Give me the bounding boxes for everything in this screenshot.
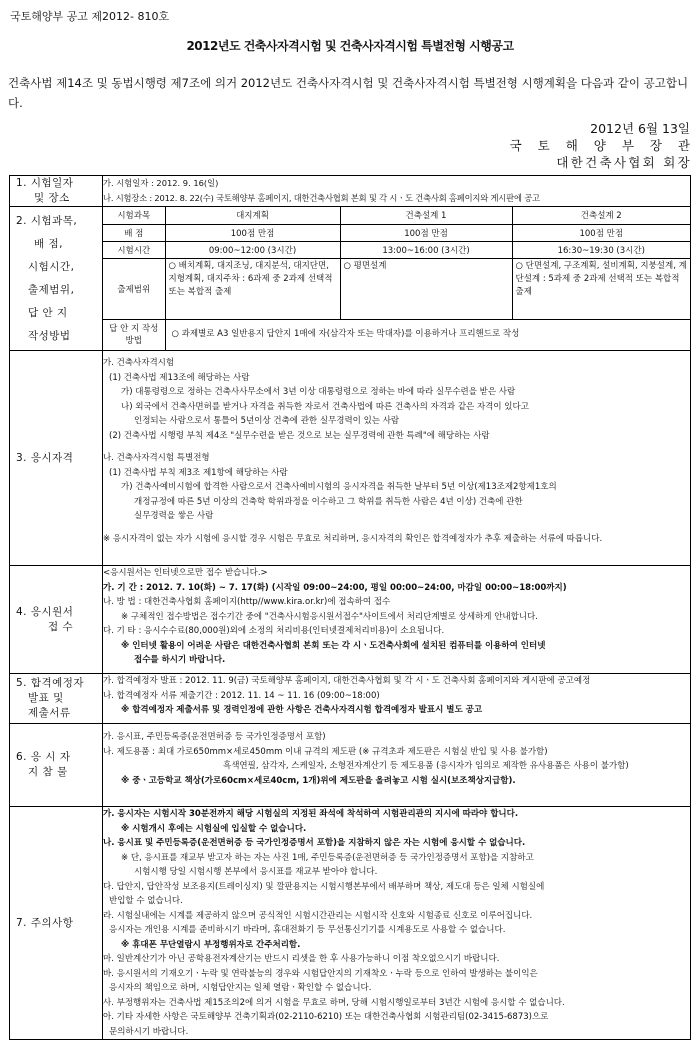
notice-table <box>9 175 691 1040</box>
section-label-line: 7. 주의사항 <box>16 916 74 929</box>
content-line: 나. 시험장소 : 2012. 8. 22(수) 국토해양부 홈페이지, 대한건축사협회 본회 및 각 시ㆍ도 건축사회 홈페이지와 게시판에 공고 <box>103 192 540 203</box>
issuer-association: 대한건축사협회 회장 <box>556 155 692 170</box>
page-title: 2012년도 건축사자격시험 및 건축사자격시험 특별전형 시행공고 <box>186 39 514 53</box>
table-cell: 답 안 지 작성방법 <box>103 319 165 350</box>
content-line: (1) 건축사법 제13조에 해당하는 사람 <box>109 372 250 383</box>
content-line: (2) 건축사법 시행령 부칙 제4조 "실무수련을 받은 것으로 보는 실무경력에 관한 특례"에 해당하는 사람 <box>109 430 490 441</box>
table-cell: 100점 만점 <box>340 224 512 241</box>
section-1-row <box>10 176 691 207</box>
content-line: 나. 건축사자격시험 특별전형 <box>103 453 210 463</box>
signature-block <box>509 120 696 171</box>
content-line: (1) 건축사법 부칙 제3조 제1항에 해당하는 사람 <box>109 467 288 478</box>
section-6-label <box>10 724 103 807</box>
content-line: 가) 건축사예비시험에 합격한 사람으로서 건축사예비시험의 응시자격을 취득한 날부터 5년 이상(제13조제2항제1호의 <box>121 482 557 492</box>
content-line: 접수를 하시기 바랍니다. <box>134 655 226 665</box>
table-cell: 대지계획 <box>165 207 340 224</box>
section-1-content <box>103 176 691 207</box>
section-label-line: 접 수 <box>48 620 74 633</box>
section-label-line: 3. 응시자격 <box>16 451 74 464</box>
section-7-label <box>10 807 103 1040</box>
table-cell: 출제범위 <box>103 258 165 319</box>
content-line: 나. 방 법 : 대한건축사협회 홈페이지(http//www.kira.or.kr)에 접속하여 접수 <box>103 597 391 607</box>
section-label-line: 6. 응 시 자 <box>16 751 71 763</box>
content-line: 사. 부정행위자는 건축사법 제15조의2에 의거 시험을 무효로 하며, 당해 시험시행일로부터 3년간 시험에 응시할 수 없습니다. <box>103 997 565 1008</box>
scope-row <box>103 258 690 319</box>
section-4-row <box>10 566 691 674</box>
table-cell: 09:00~12:00 (3시간) <box>165 241 340 258</box>
content-line: ※ 시험개시 후에는 시험실에 입실할 수 없습니다. <box>121 823 307 834</box>
table-cell: ○ 평면설계 <box>340 258 512 319</box>
content-line: ※ 구체적인 접수방법은 접수기간 중에 "건축사시험응시원서접수"사이트에서 처리단계별로 상세하게 안내합니다. <box>121 611 538 622</box>
content-line: 나. 합격예정자 서류 제출기간 : 2012. 11. 14 ~ 11. 16 (09:00~18:00) <box>103 690 380 701</box>
intro-paragraph: 건축사법 제14조 및 동법시행령 제7조에 의거 2012년도 건축사자격시험 및 건축사자격시험 특별전형 시행계획을 다음과 같이 공고합니다. <box>8 76 689 110</box>
table-cell: 100점 만점 <box>512 224 690 241</box>
table-cell: 16:30~19:30 (3시간) <box>512 241 690 258</box>
section-label-line: 배 점, <box>34 237 63 250</box>
content-line: 가) 대통령령으로 정하는 건축사사무소에서 3년 이상 대통령령으로 정하는 바에 따라 실무수련을 받은 사람 <box>121 387 516 397</box>
section-label-line: 제출서류 <box>28 707 71 719</box>
time-row <box>103 241 690 258</box>
table-cell: ○ 과제별로 A3 일반용지 답안지 1매에 자(삼각자 또는 막대자)를 이용하거나 프리핸드로 작성 <box>165 319 690 350</box>
section-label-line: 2. 시험과목, <box>16 214 78 227</box>
section-label-line: 및 장소 <box>34 192 70 204</box>
table-cell: 건축설계 2 <box>512 207 690 224</box>
content-line: 라. 시험실내에는 시계를 제공하지 않으며 공식적인 시험시간관리는 시험시작 신호와 시험종료 신호로 이루어집니다. <box>103 910 533 921</box>
section-2-content <box>103 207 691 351</box>
content-line: 나. 제도용품 : 최대 가로650mm×세로450mm 이내 규격의 제도판 (※ 규격초과 제도판은 시험실 반입 및 사용 불가함) <box>103 746 548 757</box>
spacer <box>103 524 690 532</box>
section-label-line: 출제범위, <box>28 283 75 296</box>
content-line: 반입할 수 없습니다. <box>109 896 183 906</box>
content-line: ※ 인터넷 활용이 어려운 사람은 대한건축사협회 본회 또는 각 시ㆍ도건축사회에 설치된 컴퓨터를 이용하여 인터넷 <box>121 640 546 651</box>
section-3-label <box>10 351 103 566</box>
content-line: 흑색연필, 삼각자, 스케일자, 소형전자계산기 등 제도용품 (응시자가 임의로 제작한 유사용품은 사용이 불가함) <box>223 761 629 771</box>
content-line: 응시자는 개인용 시계를 준비하시기 바라며, 휴대전화기 등 무선통신기기를 시계용도로 사용할 수 없습니다. <box>109 925 506 935</box>
content-line: ※ 휴대폰 무단열람시 부정행위자로 간주처리함. <box>121 939 301 950</box>
table-cell: 건축설계 1 <box>340 207 512 224</box>
section-label-line: 작성방법 <box>28 329 71 342</box>
content-line: 문의하시기 바랍니다. <box>109 1026 189 1037</box>
section-6-row <box>10 724 691 807</box>
content-line: ※ 중ㆍ고등학교 책상(가로60cm×세로40cm, 1개)위에 제도판을 올려놓고 시험 실시(보조책상지급함). <box>121 775 516 786</box>
section-6-content <box>103 724 691 807</box>
table-cell: 13:00~16:00 (3시간) <box>340 241 512 258</box>
content-line: 응시자의 책임으로 하며, 시험답안지는 일체 열람ㆍ확인할 수 없습니다. <box>109 983 372 993</box>
section-7-row <box>10 807 691 1040</box>
section-5-label <box>10 674 103 724</box>
content-line: 가. 응시자는 시험시작 30분전까지 해당 시험실의 지정된 좌석에 착석하여 시험관리관의 지시에 따라야 합니다. <box>103 809 519 819</box>
section-5-content <box>103 674 691 724</box>
section-label-line: 4. 응시원서 <box>16 605 74 618</box>
answer-row <box>103 319 690 350</box>
section-label-line: 1. 시험일자 <box>16 177 74 189</box>
content-line: 가. 합격예정자 발표 : 2012. 11. 9(금) 국토해양부 홈페이지, 대한건축사협회 및 각 시ㆍ도 건축사회 홈페이지와 게시판에 공고예정 <box>103 676 591 686</box>
content-line: 개정규정에 따른 5년 이상의 건축학 학위과정을 이수하고 그 학위를 취득한 사람은 4년 이상) 건축에 관한 <box>134 496 523 507</box>
content-line: 실무경력을 쌓은 사람 <box>134 511 214 521</box>
content-line: ※ 합격예정자 제출서류 및 경력인정에 관한 사항은 건축사자격시험 합격예정자 발표시 별도 공고 <box>121 705 483 715</box>
section-7-content <box>103 807 691 1040</box>
table-cell: 시험시간 <box>103 241 165 258</box>
table-cell: 배 점 <box>103 224 165 241</box>
section-label-line: 시험시간, <box>28 260 75 273</box>
content-line: 나) 외국에서 건축사면허를 받거나 자격을 취득한 자로서 건축사법에 따른 건축사의 자격과 같은 자격이 있다고 <box>121 401 529 412</box>
issuer-ministry: 국 토 해 양 부 장 관 <box>509 138 696 153</box>
section-label-line: 답 안 지 <box>28 306 68 319</box>
content-line: 가. 기 간 : 2012. 7. 10(화) ~ 7. 17(화) (시작일 09:00~24:00, 평일 00:00~24:00, 마감일 00:00~18:00까지) <box>103 582 567 593</box>
section-3-row <box>10 351 691 566</box>
content-line: 아. 기타 자세한 사항은 국토해양부 건축기획과(02-2110-6210) 또는 대한건축사협회 시험관리팀(02-3415-6873)으로 <box>103 1012 549 1022</box>
section-3-content <box>103 351 691 566</box>
content-line: 시험시행 당일 시험시행 본부에서 응시표를 재교부 받아야 합니다. <box>134 867 378 877</box>
content-line: <응시원서는 인터넷으로만 접수 받습니다.> <box>103 568 268 578</box>
notice-date: 2012년 6월 13일 <box>590 121 690 136</box>
section-4-content <box>103 566 691 674</box>
table-cell: 100점 만점 <box>165 224 340 241</box>
table-cell: 시험과목 <box>103 207 165 224</box>
content-line: 가. 시험일자 : 2012. 9. 16(일) <box>103 178 219 188</box>
section-2-row <box>10 207 691 351</box>
content-line: 가. 건축사자격시험 <box>103 358 175 368</box>
section-1-label <box>10 176 103 207</box>
content-line: 가. 응시표, 주민등록증(운전면허증 등 국가인정증명서 포함) <box>103 732 326 742</box>
content-line: ※ 응시자격이 없는 자가 시험에 응시할 경우 시험은 무효로 처리하며, 응시자격의 확인은 합격예정자가 추후 제출하는 서류에 따릅니다. <box>103 533 603 544</box>
content-line: 바. 응시원서의 기재오기ㆍ누락 및 연락불능의 경우와 시험답안지의 기재착오ㆍ누락 등으로 인하여 발생하는 불이익은 <box>103 968 538 979</box>
subject-header-row <box>103 207 690 224</box>
content-line: 나. 응시표 및 주민등록증(운전면허증 등 국가인정증명서 포함)을 지참하지 않은 자는 시험에 응시할 수 없습니다. <box>103 838 526 848</box>
content-line: 인정되는 사람으로서 통틀어 5년이상 건축에 관한 실무경력이 있는 사람 <box>134 416 400 426</box>
table-cell: ○ 배치계획, 대지조닝, 대지분석, 대지단면, 지형계획, 대지주차 : 6과제 중 2과제 선택적 또는 복합적 출제 <box>165 258 340 319</box>
section-2-label <box>10 207 103 351</box>
section-label-line: 5. 합격예정자 <box>16 677 85 689</box>
content-line: 다. 답안지, 답안작성 보조용지(트레이싱지) 및 깔판용지는 시험시행본부에서 배부하며 책상, 제도대 등은 일체 시험실에 <box>103 881 545 892</box>
notice-number: 국토해양부 공고 제2012- 810호 <box>10 10 170 23</box>
content-line: 다. 기 타 : 응시수수료(80,000원)외에 소정의 처리비용(인터넷결제처리비용)이 소요됩니다. <box>103 626 445 636</box>
exam-subject-table <box>103 207 690 350</box>
section-label-line: 지 참 물 <box>28 766 68 778</box>
content-line: 마. 일반계산기가 아닌 공학용전자계산기는 반드시 리셋을 한 후 사용가능하니 이점 착오없으시기 바랍니다. <box>103 954 500 964</box>
section-label-line: 발표 및 <box>28 692 64 704</box>
section-5-row <box>10 674 691 724</box>
section-4-label <box>10 566 103 674</box>
score-row <box>103 224 690 241</box>
table-cell: ○ 단면설계, 구조계획, 설비계획, 지붕설계, 계단설계 : 5과제 중 2과제 선택적 또는 복합적 출제 <box>512 258 690 319</box>
spacer <box>103 443 690 451</box>
content-line: ※ 단, 응시표를 재교부 받고자 하는 자는 사진 1매, 주민등록증(운전면허증 등 국가인정증명서 포함)을 지참하고 <box>121 852 534 863</box>
